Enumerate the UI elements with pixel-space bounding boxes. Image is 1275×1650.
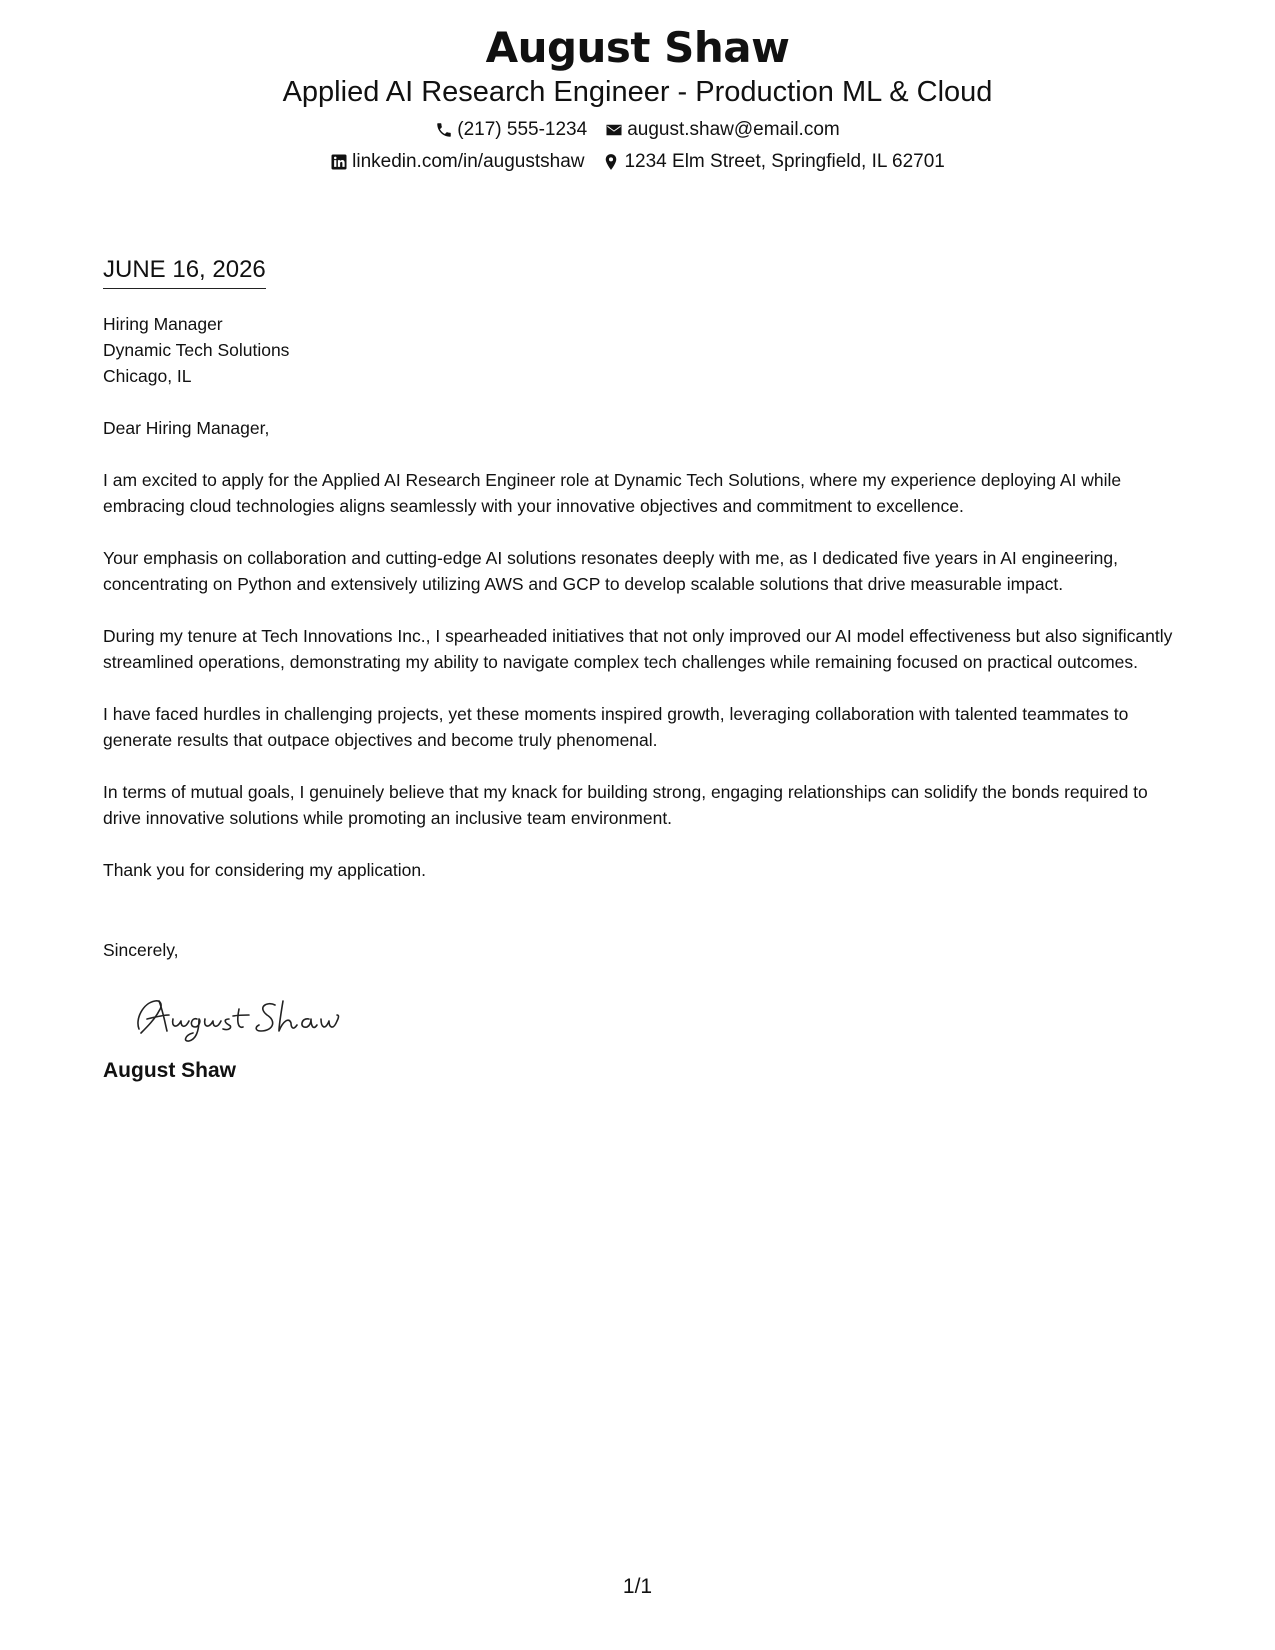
contact-phone <box>435 118 587 142</box>
address-text: 1234 Elm Street, Springfield, IL 62701 <box>624 151 945 172</box>
paragraph-4: I have faced hurdles in challenging projects, yet these moments inspired growth, leveraging collaboration with talented teammates to generate results that outpace objectives and become truly phenomenal. <box>103 704 1129 750</box>
paragraph-5: In terms of mutual goals, I genuinely believe that my knack for building strong, engaging relationships can solidify the bonds required to drive innovative solutions while promoting an inclusive team environment. <box>103 782 1148 828</box>
contact-email <box>605 118 840 142</box>
contact-row-2 <box>0 150 1275 174</box>
paragraph-2: Your emphasis on collaboration and cutting-edge AI solutions resonates deeply with me, as I dedicated five years in AI engineering, concentrating on Python and extensively utilizing AWS and GCP to develop scalable solutions that drive measurable impact. <box>103 548 1118 594</box>
linkedin-text: linkedin.com/in/augustshaw <box>352 151 585 172</box>
email-text: august.shaw@email.com <box>627 119 840 140</box>
recipient-block <box>103 311 1178 389</box>
recipient-location: Chicago, IL <box>103 366 192 386</box>
contact-address <box>602 150 944 174</box>
letter-date: JUNE 16, 2026 <box>103 254 266 289</box>
page-number: 1/1 <box>622 1575 653 1598</box>
contact-linkedin <box>330 150 584 174</box>
phone-icon <box>435 121 453 139</box>
closing: Sincerely, <box>103 940 179 960</box>
recipient-company: Dynamic Tech Solutions <box>103 340 290 360</box>
map-marker-icon <box>602 153 620 171</box>
greeting: Dear Hiring Manager, <box>103 418 270 438</box>
paragraph-3: During my tenure at Tech Innovations Inc., I spearheaded initiatives that not only improved our AI model effectiveness but also significantly streamlined operations, demonstrating my ability to navigate complex tech challenges while remaining focused on practical outcomes. <box>103 626 1173 672</box>
letter-body <box>103 254 1178 1085</box>
signed-name: August Shaw <box>103 1059 237 1082</box>
phone-text: (217) 555-1234 <box>457 119 588 140</box>
handwritten-signature <box>125 989 355 1045</box>
envelope-icon <box>605 121 623 139</box>
paragraph-1: I am excited to apply for the Applied AI Research Engineer role at Dynamic Tech Solutions, where my experience deploying AI while embracing cloud technologies aligns seamlessly with your innovative objectives and commitment to excellence. <box>103 470 1122 516</box>
signature-image <box>125 989 355 1045</box>
linkedin-icon <box>330 153 348 171</box>
recipient-title: Hiring Manager <box>103 314 223 334</box>
sender-title: Applied AI Research Engineer - Production ML & Cloud <box>282 76 993 108</box>
sender-name: August Shaw <box>485 23 790 72</box>
letter-header <box>0 22 1275 174</box>
paragraph-6: Thank you for considering my application. <box>103 860 426 880</box>
contact-row-1 <box>0 118 1275 142</box>
